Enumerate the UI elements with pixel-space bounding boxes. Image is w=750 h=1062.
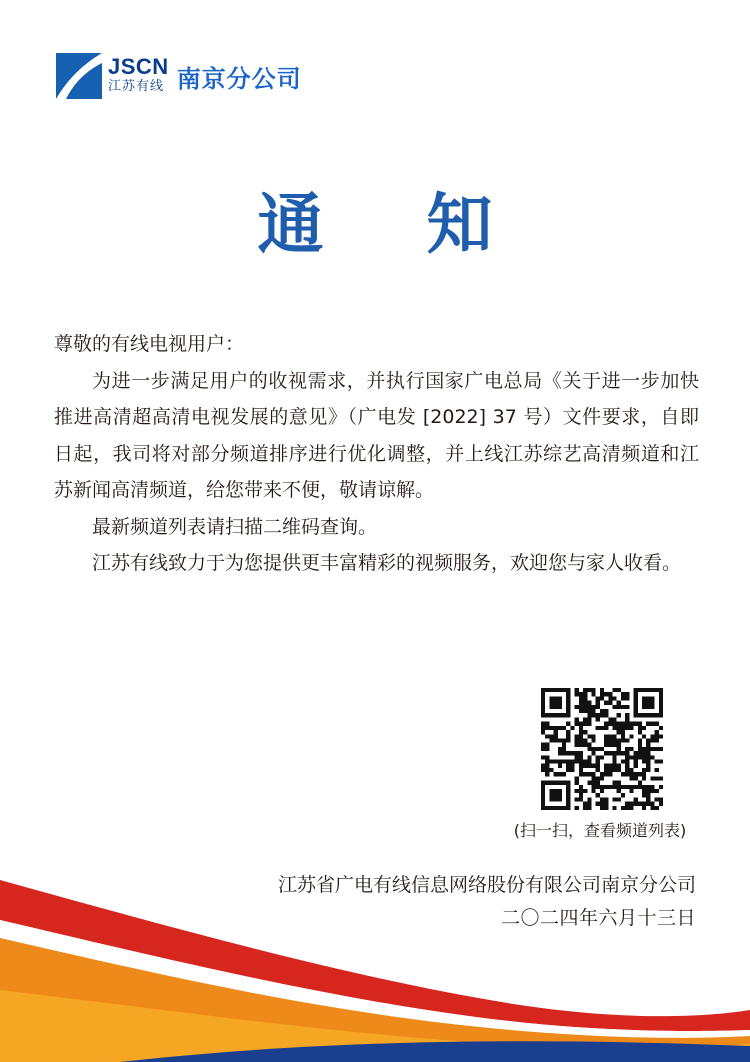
- salutation: 尊敬的有线电视用户：: [54, 333, 245, 355]
- paragraph-announcement: 为进一步满足用户的收视需求，并执行国家广电总局《关于进一步加快推进高清超高清电视发展的意见》（广电发 [2022] 37 号）文件要求，自即日起，我司将对部分频道排序进行优化调整，并上线江苏综艺高清频道和江苏新闻高清频道，给您带来不便，敬请谅解。: [54, 369, 699, 501]
- paragraph-qr-hint: 最新频道列表请扫描二维码查询。: [92, 515, 378, 538]
- signature-date: 二〇二四年六月十三日: [500, 907, 696, 929]
- notice-title: 通 知: [257, 186, 533, 263]
- logo-text: [108, 56, 169, 96]
- jscn-logo-icon: [56, 53, 102, 99]
- notice-body: [54, 326, 699, 582]
- header: [56, 52, 302, 100]
- footer-wave-decoration: [0, 860, 750, 1062]
- qr-caption: (扫一扫，查看频道列表): [513, 821, 687, 840]
- qr-code[interactable]: [541, 688, 663, 810]
- logo-cn: 江苏有线: [108, 79, 165, 94]
- paragraph-closing: 江苏有线致力于为您提供更丰富精彩的视频服务，欢迎您与家人收看。: [92, 552, 682, 574]
- branch-name: 南京分公司: [176, 64, 302, 93]
- signature-org: 江苏省广电有线信息网络股份有限公司南京分公司: [277, 874, 696, 896]
- logo-en: JSCN: [108, 54, 169, 79]
